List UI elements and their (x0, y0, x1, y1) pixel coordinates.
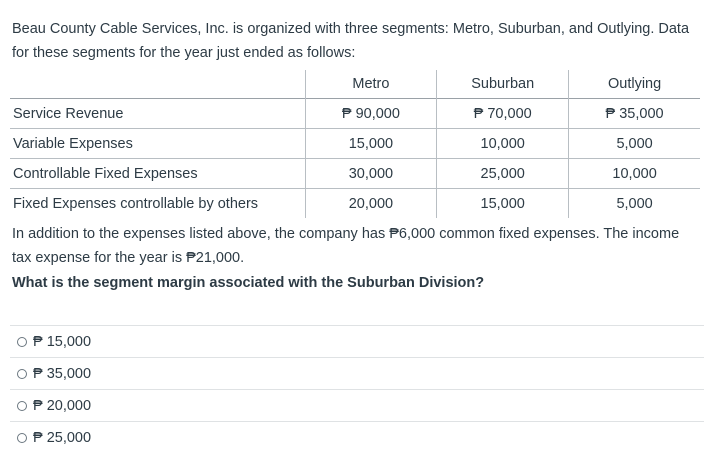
question-text: What is the segment margin associated with the Suburban Division? (12, 275, 485, 291)
radio-button[interactable] (17, 433, 27, 443)
answer-option-4[interactable] (10, 421, 704, 453)
cell-suburban: 15,000 (437, 189, 569, 219)
cell-suburban: 25,000 (437, 159, 569, 189)
table-header-row (10, 70, 700, 99)
row-label: Fixed Expenses controllable by others (10, 189, 305, 219)
column-header-suburban: Suburban (437, 70, 569, 99)
cell-outlying: 10,000 (569, 159, 700, 189)
cell-outlying: 5,000 (569, 189, 700, 219)
table-row (10, 129, 700, 159)
additional-info: In addition to the expenses listed above, the company has ₱6,000 common fixed expenses. The income tax expense for the year is ₱21,000. (12, 226, 680, 266)
row-label: Controllable Fixed Expenses (10, 159, 305, 189)
radio-button[interactable] (17, 401, 27, 411)
answer-option-2[interactable] (10, 357, 704, 389)
table-row (10, 99, 700, 129)
cell-metro: 15,000 (305, 129, 437, 159)
cell-suburban: 10,000 (437, 129, 569, 159)
table-row (10, 159, 700, 189)
answer-label: ₱ 25,000 (33, 429, 92, 446)
answer-option-3[interactable] (10, 389, 704, 421)
column-header-outlying: Outlying (607, 76, 662, 92)
cell-suburban: ₱ 70,000 (437, 99, 569, 129)
radio-button[interactable] (17, 369, 27, 379)
radio-button[interactable] (17, 337, 27, 347)
cell-outlying: 5,000 (569, 129, 700, 159)
problem-intro: Beau County Cable Services, Inc. is organized with three segments: Metro, Suburban, and Outlying. Data for these segments for the year just ended as follows: (12, 21, 690, 61)
cell-metro: 30,000 (305, 159, 437, 189)
answer-label: ₱ 35,000 (33, 365, 92, 382)
row-label: Variable Expenses (10, 129, 305, 159)
table-row (10, 189, 700, 219)
cell-metro: ₱ 90,000 (305, 99, 437, 129)
answer-label: ₱ 15,000 (33, 333, 92, 350)
table-corner (10, 70, 305, 99)
answer-label: ₱ 20,000 (33, 397, 92, 414)
column-header-metro: Metro (305, 70, 437, 99)
cell-outlying: ₱ 35,000 (569, 99, 700, 129)
cell-metro: 20,000 (305, 189, 437, 219)
row-label: Service Revenue (10, 99, 305, 129)
segment-data-table (10, 70, 700, 218)
answer-options (10, 325, 704, 453)
answer-option-1[interactable] (10, 325, 704, 357)
